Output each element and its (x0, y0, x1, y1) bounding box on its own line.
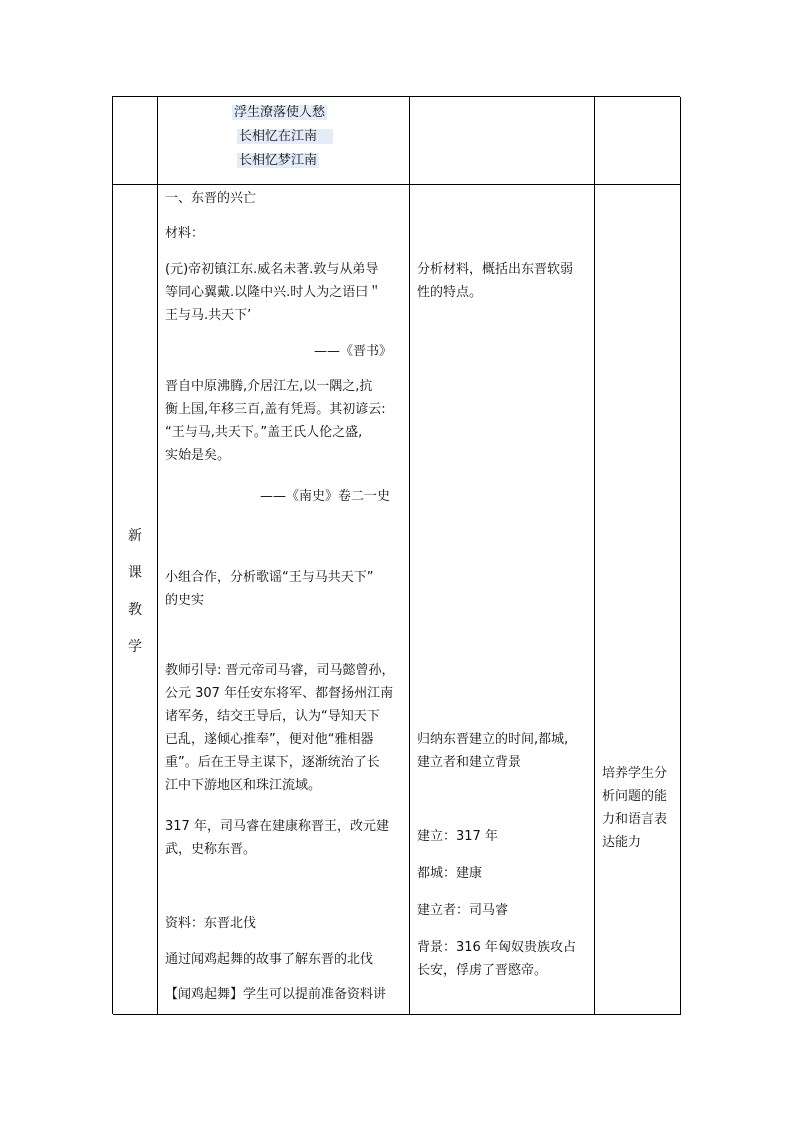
goal-cell (595, 185, 681, 1015)
side-char: 课 (128, 565, 142, 581)
quote2-line: 晋自中原沸腾,介居江左,以一隅之,抗 (165, 379, 373, 394)
quote1-line: 等同心翼戴.以隆中兴.时人为之语曰＂ (165, 285, 382, 300)
founding-line: 武，史称东晋。 (165, 842, 257, 857)
teacher-guide-line: 已乱，遂倾心推奉”，便对他“雅相器 (165, 732, 374, 747)
content-cell (158, 185, 410, 1015)
side-char: 教 (128, 602, 142, 618)
quote1-source: ——《晋书》 (314, 344, 393, 359)
task2-line: 归纳东晋建立的时间,都城, (417, 732, 569, 747)
teacher-guide-line: 江中下游地区和珠江流域。 (165, 778, 322, 793)
poem-line-3: 长相忆梦江南 (239, 153, 318, 168)
founder-line: 建立者：司马睿 (417, 903, 509, 918)
teacher-guide-line: 教师引导: 晋元帝司马睿，司马懿曾孙， (165, 663, 395, 678)
teacher-guide-line: 诸军务，结交王导后，认为“导知天下 (165, 709, 380, 724)
background-line: 背景：316 年匈奴贵族攻占 (417, 940, 576, 955)
teacher-guide-line: 重”。后在王导主谋下，逐渐统治了长 (165, 755, 380, 770)
row1-label-cell (113, 97, 158, 185)
established-line: 建立：317 年 (417, 829, 498, 844)
resource-label: 资料：东晋北伐 (165, 916, 257, 931)
group-task-line: 的史实 (165, 593, 205, 608)
founding-line: 317 年，司马睿在建康称晋王，改元建 (165, 819, 389, 834)
capital-line: 都城：建康 (417, 866, 483, 881)
material-label: 材料： (165, 226, 205, 241)
quote1-line: 王与马.共天下’ (165, 308, 252, 323)
goal-line: 培养学生分 (602, 766, 668, 781)
lesson-table (112, 96, 680, 1014)
background-line: 长安，俘虏了晋愍帝。 (417, 963, 548, 978)
poem-line-1: 浮生潦落使人愁 (234, 105, 326, 120)
side-label-cell (113, 185, 158, 1015)
goal-line: 达能力 (602, 835, 642, 850)
poem-line-2: 长相忆在江南 (237, 125, 333, 148)
side-char: 新 (128, 528, 142, 544)
quote2-line: 实始是矣。 (165, 448, 231, 463)
section-title: 一、东晋的兴亡 (165, 191, 257, 206)
story-line: 通过闻鸡起舞的故事了解东晋的北伐 (165, 952, 374, 967)
quote2-source: ——《南史》卷二一史 (260, 489, 391, 504)
group-task-line: 小组合作，分析歌谣“王与马共天下” (165, 570, 374, 585)
task1-line: 分析材料，概括出东晋软弱 (417, 262, 574, 277)
row1-activity-cell (410, 97, 595, 185)
activity-cell (410, 185, 595, 1015)
goal-line: 析问题的能 (602, 789, 668, 804)
poem-cell (158, 97, 410, 185)
task2-line: 建立者和建立背景 (417, 755, 522, 770)
tail-line: 【闻鸡起舞】学生可以提前准备资料讲 (165, 987, 387, 1002)
quote2-line: “王与马,共天下。”盖王氏人伦之盛, (165, 425, 363, 440)
quote1-line: (元)帝初镇江东.威名未著.敦与从弟导 (165, 262, 379, 277)
quote2-line: 衡上国,年移三百,盖有凭焉。其初谚云: (165, 402, 386, 417)
side-char: 学 (128, 639, 142, 655)
task1-line: 性的特点。 (417, 285, 483, 300)
goal-line: 力和语言表 (602, 812, 668, 827)
teacher-guide-line: 公元 307 年任安东将军、都督扬州江南 (165, 686, 394, 701)
row1-goal-cell (595, 97, 681, 185)
